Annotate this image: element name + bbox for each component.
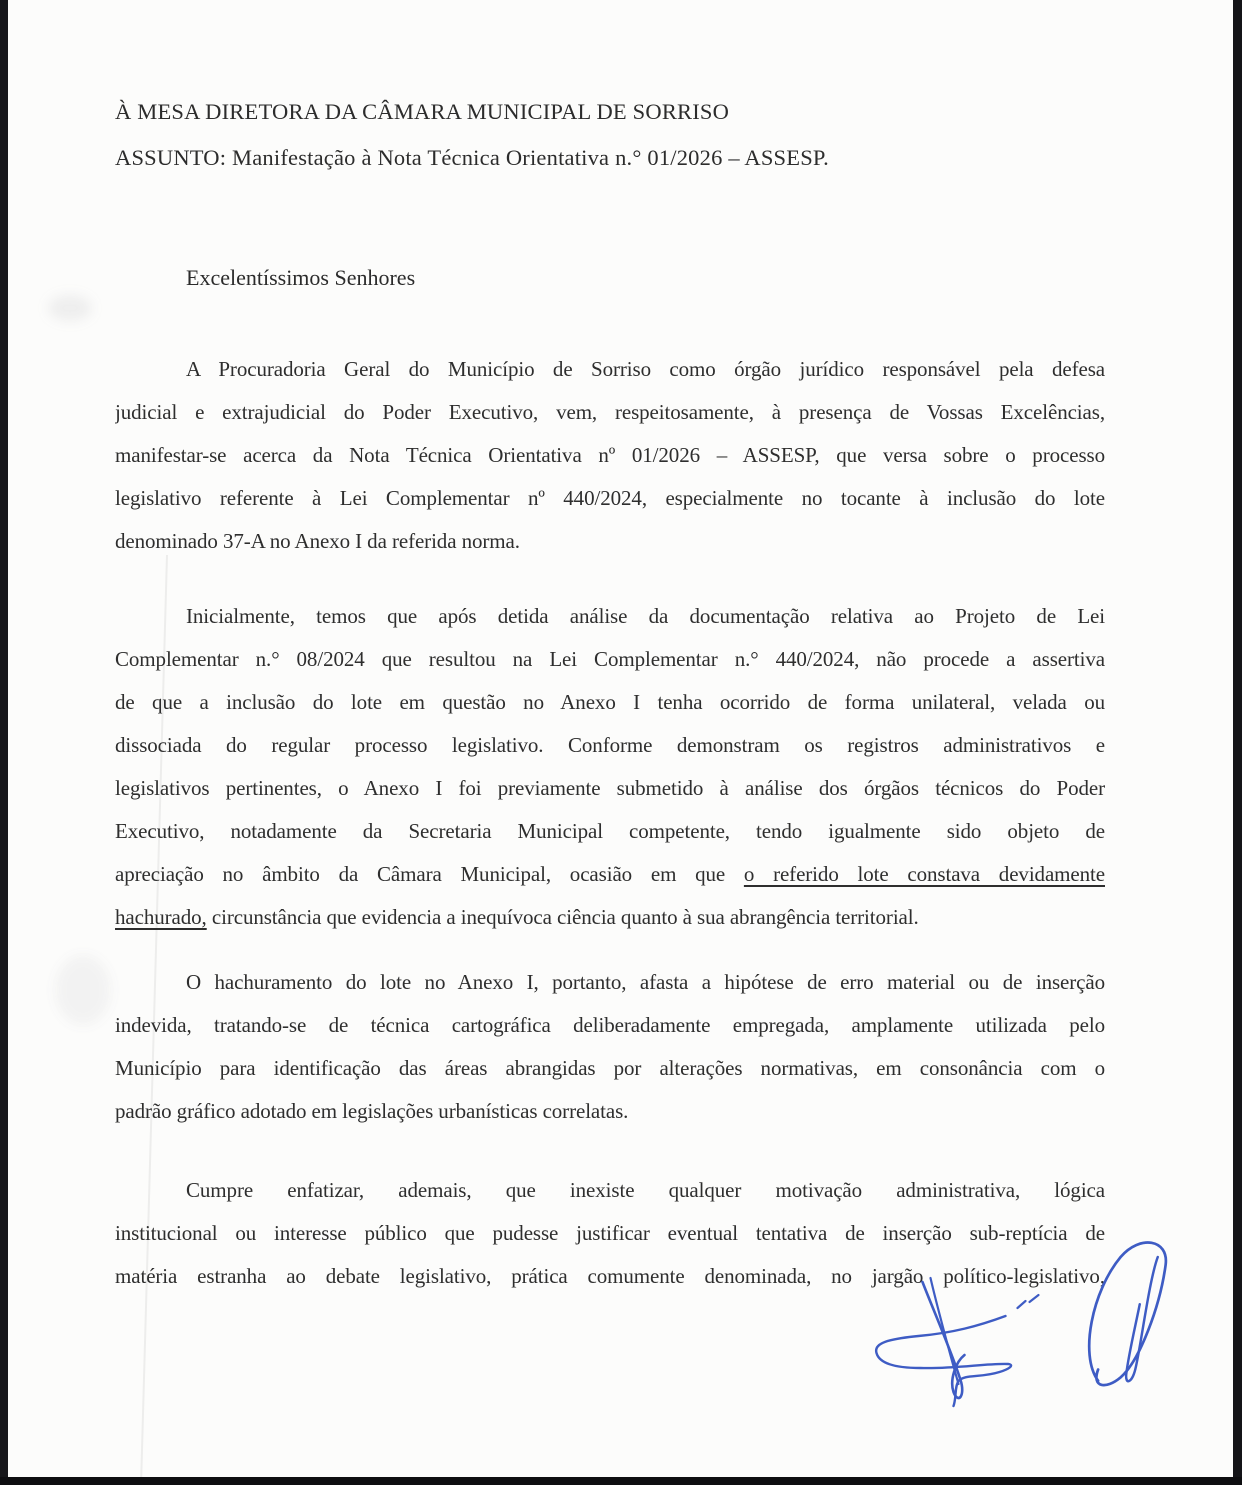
text-segment: legislativos pertinentes, o Anexo I foi previamente submetido à análise dos órgãos técnicos do Poder <box>115 776 1105 800</box>
text-segment: Executivo, notadamente da Secretaria Municipal competente, tendo igualmente sido objeto de <box>115 819 1105 843</box>
text-segment: legislativo referente à Lei Complementar nº 440/2024, especialmente no tocante à inclusão do lote <box>115 486 1105 510</box>
document-line <box>115 434 1105 477</box>
text-segment: A Procuradoria Geral do Município de Sorriso como órgão jurídico responsável pela defesa <box>186 357 1105 381</box>
document-line <box>115 767 1105 810</box>
document-line <box>115 1212 1105 1255</box>
text-segment: judicial e extrajudicial do Poder Executivo, vem, respeitosamente, à presença de Vossas Excelências, <box>115 400 1105 424</box>
scan-smudge <box>48 295 92 321</box>
scan-smudge <box>55 955 111 1025</box>
document-line <box>115 1090 1105 1133</box>
text-segment: circunstância que evidencia a inequívoca ciência quanto à sua abrangência territorial. <box>206 905 919 929</box>
paragraph <box>115 961 1105 1133</box>
text-segment: institucional ou interesse público que pudesse justificar eventual tentativa de inserção sub-reptícia de <box>115 1221 1105 1245</box>
document-line <box>115 853 1105 896</box>
document-line <box>115 348 1105 391</box>
addressee-line: À MESA DIRETORA DA CÂMARA MUNICIPAL DE SORRISO <box>115 99 730 124</box>
signature-scribble-left <box>858 1256 1063 1456</box>
text-segment: Inicialmente, temos que após detida análise da documentação relativa ao Projeto de Lei <box>186 604 1105 628</box>
signature-scribble-right <box>1070 1233 1205 1398</box>
scan-edge-right <box>1233 0 1242 1485</box>
text-segment: manifestar-se acerca da Nota Técnica Orientativa nº 01/2026 – ASSESP, que versa sobre o processo <box>115 443 1105 467</box>
document-line <box>115 896 1105 939</box>
text-segment: indevida, tratando-se de técnica cartográfica deliberadamente empregada, amplamente utilizada pelo <box>115 1013 1105 1037</box>
scan-edge-left <box>0 0 8 1485</box>
document-line <box>115 1169 1105 1212</box>
document-line <box>115 595 1105 638</box>
document-line <box>115 638 1105 681</box>
document-line <box>115 1004 1105 1047</box>
text-segment: Cumpre enfatizar, ademais, que inexiste qualquer motivação administrativa, lógica <box>186 1178 1105 1202</box>
paragraph <box>115 595 1105 939</box>
document-line <box>115 961 1105 1004</box>
text-segment: denominado 37-A no Anexo I da referida norma. <box>115 529 520 553</box>
text-segment: padrão gráfico adotado em legislações urbanísticas correlatas. <box>115 1099 629 1123</box>
scan-edge-bottom <box>0 1477 1242 1485</box>
document-line <box>115 1047 1105 1090</box>
text-segment: apreciação no âmbito da Câmara Municipal, ocasião em que <box>115 862 744 886</box>
underlined-text: hachurado, <box>115 905 207 929</box>
document-line <box>115 520 1105 563</box>
document-line <box>115 724 1105 767</box>
underlined-text: o referido lote constava devidamente <box>743 862 1105 886</box>
text-segment: O hachuramento do lote no Anexo I, portanto, afasta a hipótese de erro material ou de inserção <box>186 970 1105 994</box>
salutation: Excelentíssimos Senhores <box>186 265 416 290</box>
document-line <box>115 681 1105 724</box>
document-line <box>115 391 1105 434</box>
text-segment: Complementar n.° 08/2024 que resultou na Lei Complementar n.° 440/2024, não procede a assertiva <box>115 647 1105 671</box>
text-segment: de que a inclusão do lote em questão no Anexo I tenha ocorrido de forma unilateral, velada ou <box>115 690 1105 714</box>
document-line <box>115 477 1105 520</box>
text-segment: Município para identificação das áreas abrangidas por alterações normativas, em consonância com o <box>115 1056 1105 1080</box>
subject-line: ASSUNTO: Manifestação à Nota Técnica Orientativa n.° 01/2026 – ASSESP. <box>115 145 829 170</box>
document-line <box>115 810 1105 853</box>
text-segment: dissociada do regular processo legislativo. Conforme demonstram os registros administrativos e <box>115 733 1105 757</box>
text-segment: matéria estranha ao debate legislativo, prática comumente denominada, no jargão político-legislativo, <box>115 1264 1105 1288</box>
paragraph <box>115 348 1105 563</box>
